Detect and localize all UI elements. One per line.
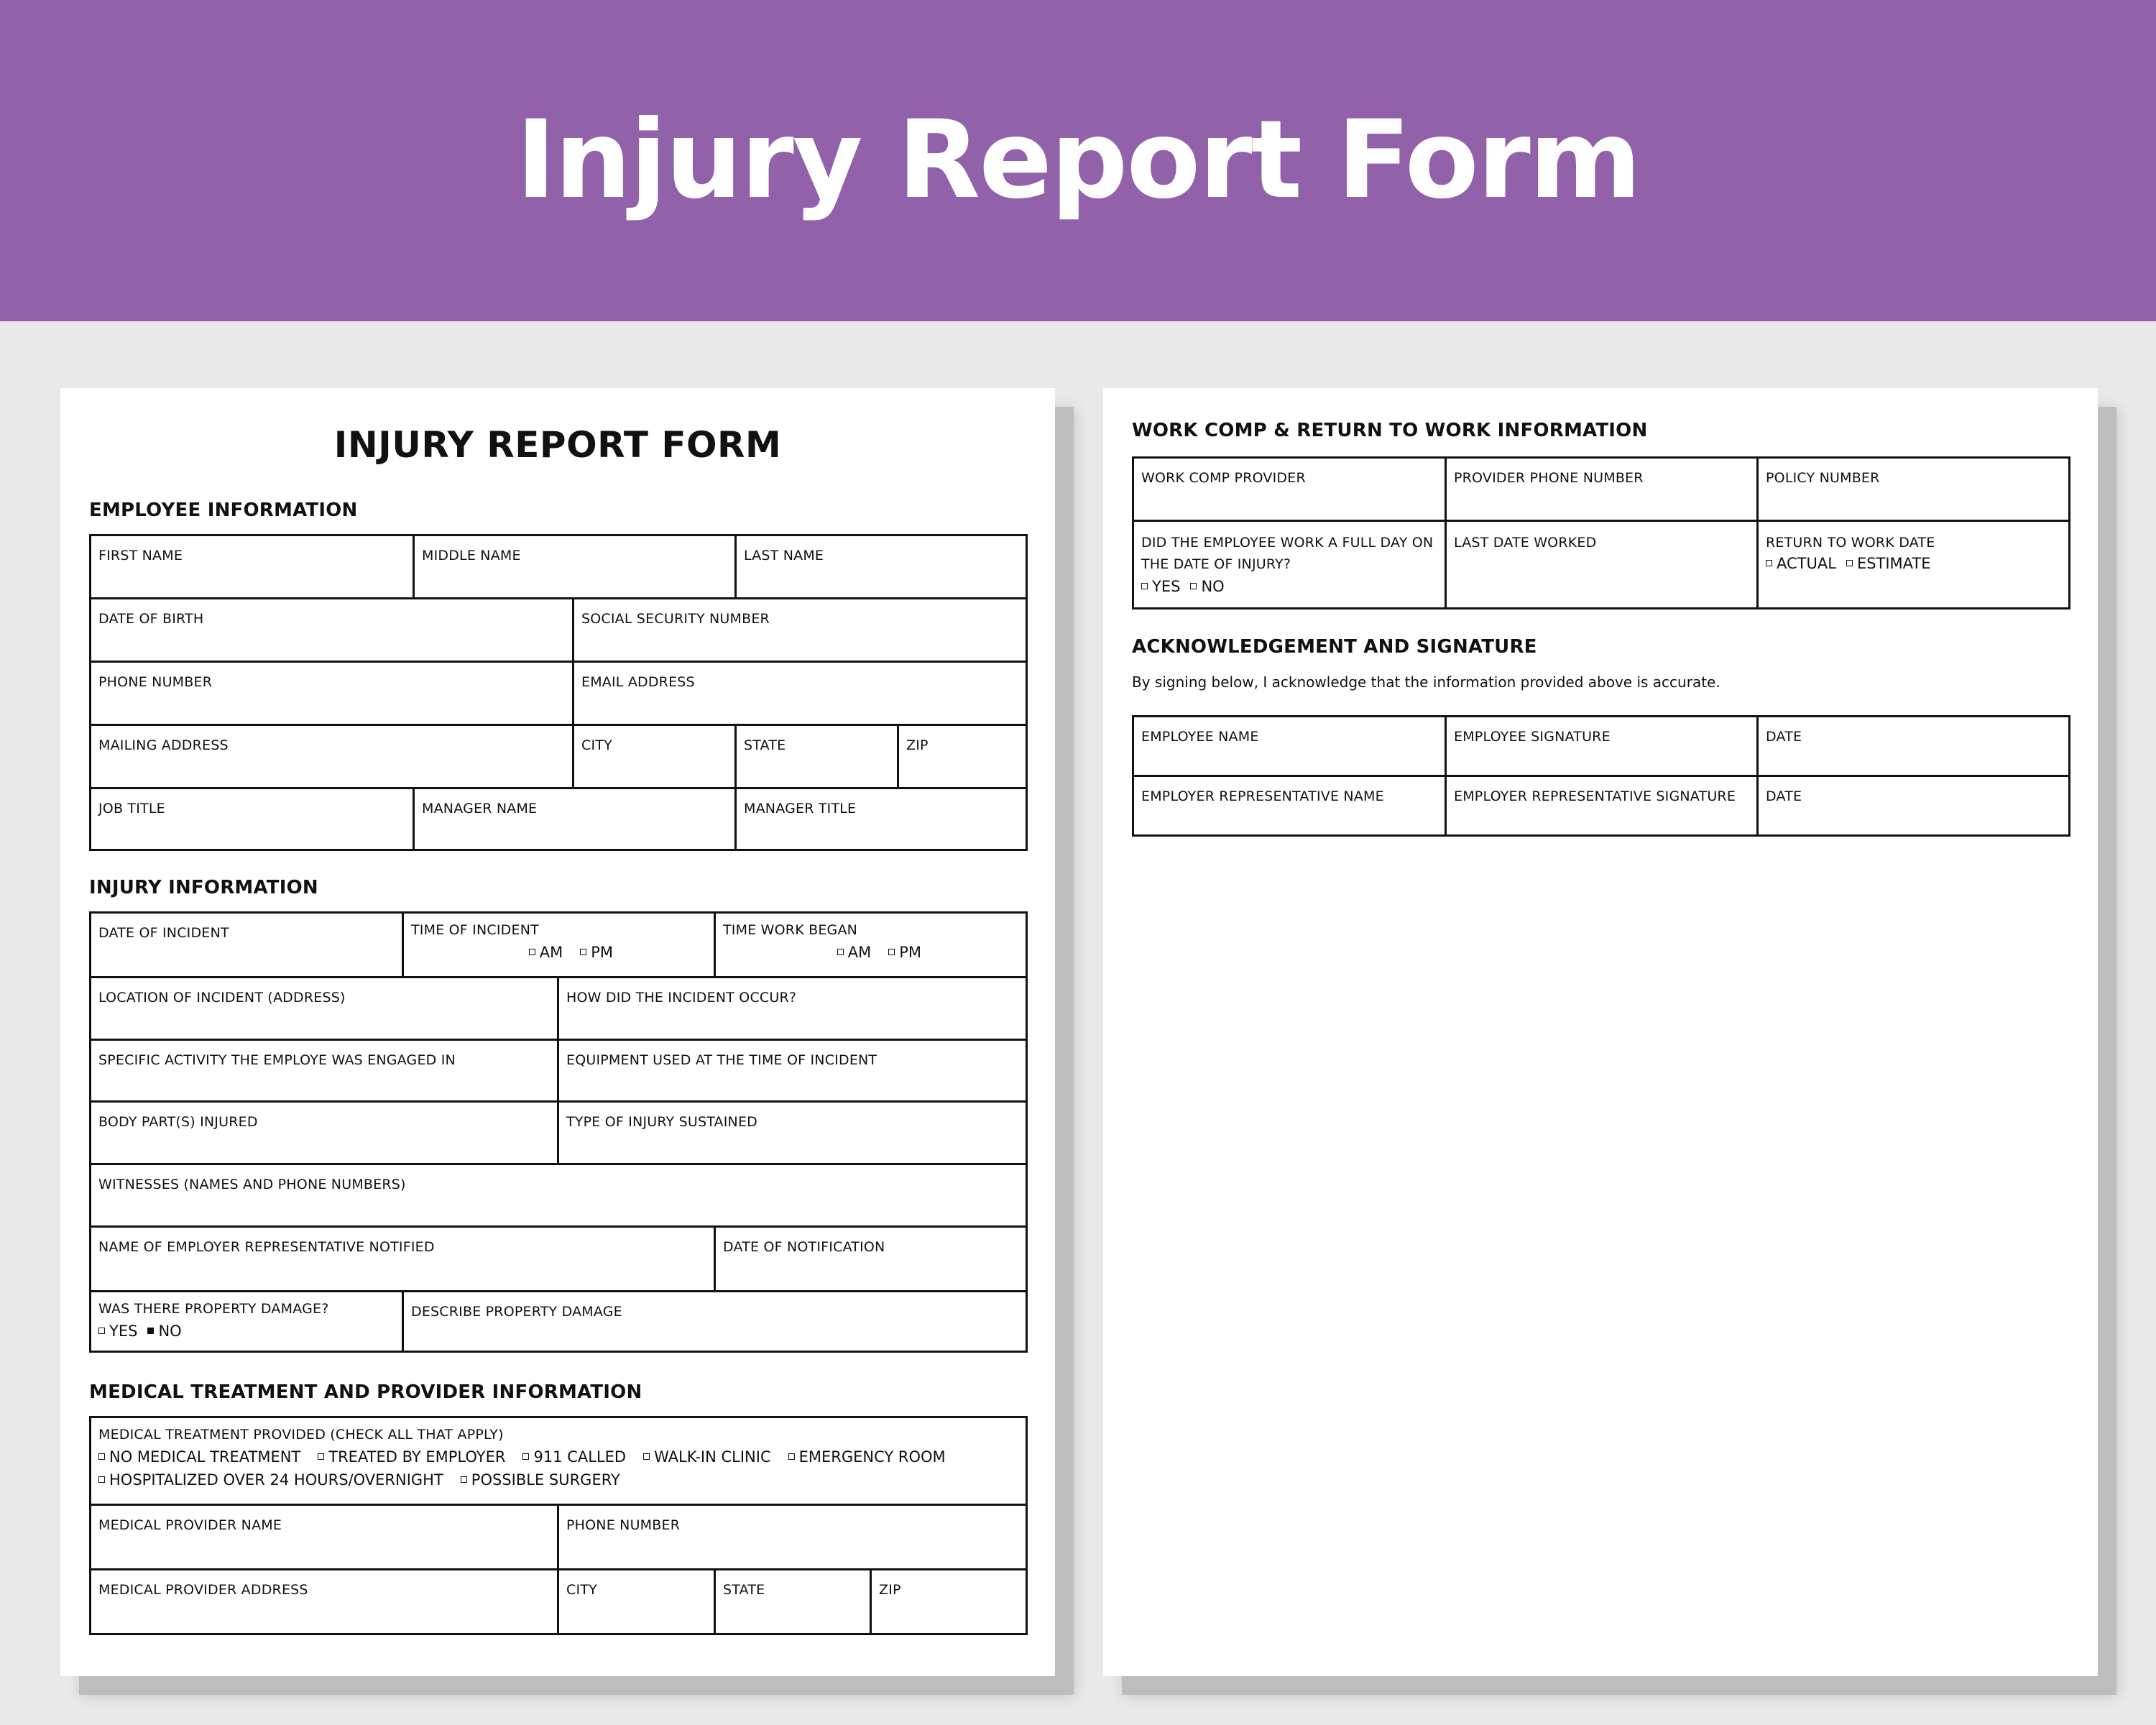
opt-walk-in-clinic[interactable]	[643, 1445, 771, 1468]
witnesses-field[interactable]	[91, 1165, 1026, 1228]
possible-surgery-label: POSSIBLE SURGERY	[471, 1471, 620, 1489]
full-day-label-line2: THE DATE OF INJURY?	[1141, 556, 1291, 572]
provider-state-field[interactable]	[716, 1570, 872, 1633]
provider-city-label: CITY	[566, 1582, 597, 1598]
job-title-field[interactable]	[91, 789, 415, 849]
treatment-provided-label: MEDICAL TREATMENT PROVIDED (CHECK ALL THAT APPLY)	[98, 1427, 504, 1443]
body-parts-label: BODY PART(S) INJURED	[98, 1114, 258, 1130]
workcomp-grid	[1132, 456, 2070, 610]
provider-address-label: MEDICAL PROVIDER ADDRESS	[98, 1582, 308, 1598]
911-called-checkbox[interactable]	[522, 1453, 529, 1460]
date-of-incident-label: DATE OF INCIDENT	[98, 925, 229, 941]
workcomp-provider-label: WORK COMP PROVIDER	[1141, 470, 1306, 486]
provider-phone-number-field[interactable]	[1447, 459, 1759, 522]
rep-date-label: DATE	[1766, 788, 1802, 804]
zip-field[interactable]	[899, 726, 1026, 789]
provider-phone-label: PHONE NUMBER	[566, 1517, 681, 1533]
employer-rep-field[interactable]	[91, 1228, 716, 1292]
emergency-room-label: EMERGENCY ROOM	[798, 1448, 946, 1466]
activity-label: SPECIFIC ACTIVITY THE EMPLOYE WAS ENGAGED IN	[98, 1052, 456, 1068]
activity-field[interactable]	[91, 1041, 559, 1103]
opt-hospitalized[interactable]	[98, 1468, 443, 1491]
injury-type-label: TYPE OF INJURY SUSTAINED	[566, 1114, 758, 1130]
emergency-room-checkbox[interactable]	[788, 1453, 795, 1460]
city-field[interactable]	[574, 726, 737, 789]
first-name-label: FIRST NAME	[98, 548, 183, 564]
rep-name-field[interactable]	[1134, 777, 1447, 834]
last-date-worked-label: LAST DATE WORKED	[1454, 535, 1597, 551]
walk-in-clinic-checkbox[interactable]	[643, 1453, 650, 1460]
work-am-label: AM	[847, 944, 872, 961]
rep-signature-field[interactable]	[1447, 777, 1759, 834]
last-name-label: LAST NAME	[744, 548, 824, 564]
property-damage-field[interactable]	[91, 1292, 404, 1351]
middle-name-field[interactable]	[415, 536, 737, 599]
incident-am-checkbox[interactable]	[529, 949, 535, 955]
provider-address-field[interactable]	[91, 1570, 559, 1633]
ssn-label: SOCIAL SECURITY NUMBER	[581, 611, 770, 627]
opt-possible-surgery[interactable]	[461, 1468, 620, 1491]
employee-name-label: EMPLOYEE NAME	[1141, 729, 1259, 745]
return-to-work-field[interactable]	[1759, 522, 2068, 607]
work-pm-label: PM	[899, 944, 921, 961]
equipment-label: EQUIPMENT USED AT THE TIME OF INCIDENT	[566, 1052, 877, 1068]
time-of-incident-field[interactable]	[404, 914, 716, 978]
state-field[interactable]	[737, 726, 899, 789]
manager-title-field[interactable]	[737, 789, 1026, 849]
return-actual-checkbox[interactable]	[1766, 560, 1772, 566]
state-label: STATE	[744, 737, 786, 753]
treatment-provided-field[interactable]	[91, 1418, 1026, 1506]
return-actual-option[interactable]	[1766, 552, 1836, 575]
incident-pm-checkbox[interactable]	[580, 949, 586, 955]
location-field[interactable]	[91, 978, 559, 1041]
full-day-no-label: NO	[1201, 578, 1225, 595]
witnesses-label: WITNESSES (NAMES AND PHONE NUMBERS)	[98, 1177, 406, 1192]
damage-yes-checkbox[interactable]	[98, 1328, 105, 1334]
form-page-1	[60, 388, 1055, 1676]
employee-name-field[interactable]	[1134, 717, 1447, 777]
provider-city-field[interactable]	[559, 1570, 716, 1633]
incident-am-option[interactable]	[529, 941, 563, 964]
return-estimate-checkbox[interactable]	[1846, 560, 1853, 566]
employee-signature-label: EMPLOYEE SIGNATURE	[1454, 729, 1611, 745]
incident-pm-option[interactable]	[580, 941, 613, 964]
city-label: CITY	[581, 737, 612, 753]
how-occurred-label: HOW DID THE INCIDENT OCCUR?	[566, 990, 797, 1006]
return-estimate-option[interactable]	[1846, 552, 1931, 575]
banner-title: Injury Report Form	[515, 98, 1641, 223]
work-am-checkbox[interactable]	[837, 949, 844, 955]
workcomp-heading: WORK COMP & RETURN TO WORK INFORMATION	[1132, 420, 1648, 441]
injury-info-heading: INJURY INFORMATION	[89, 877, 318, 898]
time-of-incident-label: TIME OF INCIDENT	[411, 922, 539, 938]
no-treatment-checkbox[interactable]	[98, 1453, 105, 1460]
phone-label: PHONE NUMBER	[98, 674, 213, 690]
ssn-field[interactable]	[574, 599, 1026, 663]
dob-field[interactable]	[91, 599, 574, 663]
walk-in-clinic-label: WALK-IN CLINIC	[654, 1448, 771, 1466]
manager-name-field[interactable]	[415, 789, 737, 849]
page-title: INJURY REPORT FORM	[333, 424, 782, 466]
treated-by-employer-label: TREATED BY EMPLOYER	[328, 1448, 506, 1466]
employee-signature-field[interactable]	[1447, 717, 1759, 777]
damage-yes-option[interactable]	[98, 1320, 137, 1343]
date-of-incident-field[interactable]	[91, 914, 404, 978]
property-damage-label: WAS THERE PROPERTY DAMAGE?	[98, 1301, 329, 1317]
manager-name-label: MANAGER NAME	[422, 801, 538, 816]
medical-info-heading: MEDICAL TREATMENT AND PROVIDER INFORMATION	[89, 1381, 642, 1403]
ack-statement: By signing below, I acknowledge that the information provided above is accurate.	[1132, 673, 1720, 691]
mailing-address-field[interactable]	[91, 726, 574, 789]
treated-by-employer-checkbox[interactable]	[318, 1453, 324, 1460]
injury-info-grid	[89, 911, 1028, 1353]
full-day-yes-checkbox[interactable]	[1141, 583, 1148, 589]
provider-phone-number-label: PROVIDER PHONE NUMBER	[1454, 470, 1644, 486]
possible-surgery-checkbox[interactable]	[461, 1476, 467, 1483]
date-of-notification-label: DATE OF NOTIFICATION	[723, 1239, 885, 1255]
full-day-label-line1: DID THE EMPLOYEE WORK A FULL DAY ON	[1141, 535, 1434, 551]
employer-rep-label: NAME OF EMPLOYER REPRESENTATIVE NOTIFIED	[98, 1239, 435, 1255]
email-field[interactable]	[574, 663, 1026, 726]
work-am-option[interactable]	[837, 941, 871, 964]
rep-name-label: EMPLOYER REPRESENTATIVE NAME	[1141, 788, 1384, 804]
time-work-began-field[interactable]	[716, 914, 1026, 978]
banner	[0, 0, 2156, 321]
damage-no-checkbox[interactable]	[147, 1328, 154, 1334]
damage-no-option[interactable]	[147, 1320, 181, 1343]
provider-zip-label: ZIP	[879, 1582, 901, 1598]
policy-number-label: POLICY NUMBER	[1766, 470, 1880, 486]
ack-heading: ACKNOWLEDGEMENT AND SIGNATURE	[1132, 636, 1537, 658]
incident-am-label: AM	[539, 944, 563, 961]
employee-info-grid	[89, 534, 1028, 851]
job-title-label: JOB TITLE	[98, 801, 165, 816]
form-page-2	[1103, 388, 2098, 1676]
describe-damage-field[interactable]	[404, 1292, 1026, 1351]
employee-date-label: DATE	[1766, 729, 1802, 745]
body-parts-field[interactable]	[91, 1103, 559, 1165]
opt-911-called[interactable]	[522, 1445, 626, 1468]
mailing-address-label: MAILING ADDRESS	[98, 737, 229, 753]
full-day-no-option[interactable]	[1190, 575, 1224, 598]
provider-name-label: MEDICAL PROVIDER NAME	[98, 1517, 282, 1533]
opt-treated-by-employer[interactable]	[318, 1445, 505, 1468]
rep-signature-label: EMPLOYER REPRESENTATIVE SIGNATURE	[1454, 788, 1736, 804]
incident-pm-label: PM	[591, 944, 613, 961]
policy-number-field[interactable]	[1759, 459, 2068, 522]
injury-type-field[interactable]	[559, 1103, 1026, 1165]
damage-yes-label: YES	[109, 1322, 138, 1340]
work-pm-checkbox[interactable]	[888, 949, 895, 955]
employee-info-heading: EMPLOYEE INFORMATION	[89, 500, 358, 521]
return-actual-label: ACTUAL	[1777, 555, 1836, 572]
zip-label: ZIP	[906, 737, 929, 753]
full-day-field[interactable]	[1134, 522, 1447, 607]
medical-info-grid	[89, 1416, 1028, 1635]
last-date-worked-field[interactable]	[1447, 522, 1759, 607]
employee-date-field[interactable]	[1759, 717, 2068, 777]
first-name-field[interactable]	[91, 536, 415, 599]
work-pm-option[interactable]	[888, 941, 921, 964]
provider-zip-field[interactable]	[872, 1570, 1026, 1633]
opt-emergency-room[interactable]	[788, 1445, 946, 1468]
how-occurred-field[interactable]	[559, 978, 1026, 1041]
last-name-field[interactable]	[737, 536, 1026, 599]
provider-name-field[interactable]	[91, 1506, 559, 1570]
hospitalized-label: HOSPITALIZED OVER 24 HOURS/OVERNIGHT	[109, 1471, 443, 1489]
full-day-no-checkbox[interactable]	[1190, 583, 1197, 589]
middle-name-label: MIDDLE NAME	[422, 548, 521, 564]
equipment-field[interactable]	[559, 1041, 1026, 1103]
time-work-began-label: TIME WORK BEGAN	[723, 922, 858, 938]
provider-phone-field[interactable]	[559, 1506, 1026, 1570]
ack-grid	[1132, 715, 2070, 837]
full-day-yes-option[interactable]	[1141, 575, 1180, 598]
hospitalized-checkbox[interactable]	[98, 1476, 105, 1483]
workcomp-provider-field[interactable]	[1134, 459, 1447, 522]
return-to-work-label: RETURN TO WORK DATE	[1766, 535, 1935, 551]
describe-damage-label: DESCRIBE PROPERTY DAMAGE	[411, 1304, 622, 1320]
no-treatment-label: NO MEDICAL TREATMENT	[109, 1448, 301, 1466]
opt-no-treatment[interactable]	[98, 1445, 300, 1468]
email-label: EMAIL ADDRESS	[581, 674, 695, 690]
rep-date-field[interactable]	[1759, 777, 2068, 834]
provider-state-label: STATE	[723, 1582, 765, 1598]
damage-no-label: NO	[158, 1322, 182, 1340]
location-label: LOCATION OF INCIDENT (ADDRESS)	[98, 990, 346, 1006]
date-of-notification-field[interactable]	[716, 1228, 1026, 1292]
phone-field[interactable]	[91, 663, 574, 726]
full-day-yes-label: YES	[1152, 578, 1181, 595]
return-estimate-label: ESTIMATE	[1856, 555, 1931, 572]
manager-title-label: MANAGER TITLE	[744, 801, 857, 816]
911-called-label: 911 CALLED	[533, 1448, 627, 1466]
dob-label: DATE OF BIRTH	[98, 611, 204, 627]
